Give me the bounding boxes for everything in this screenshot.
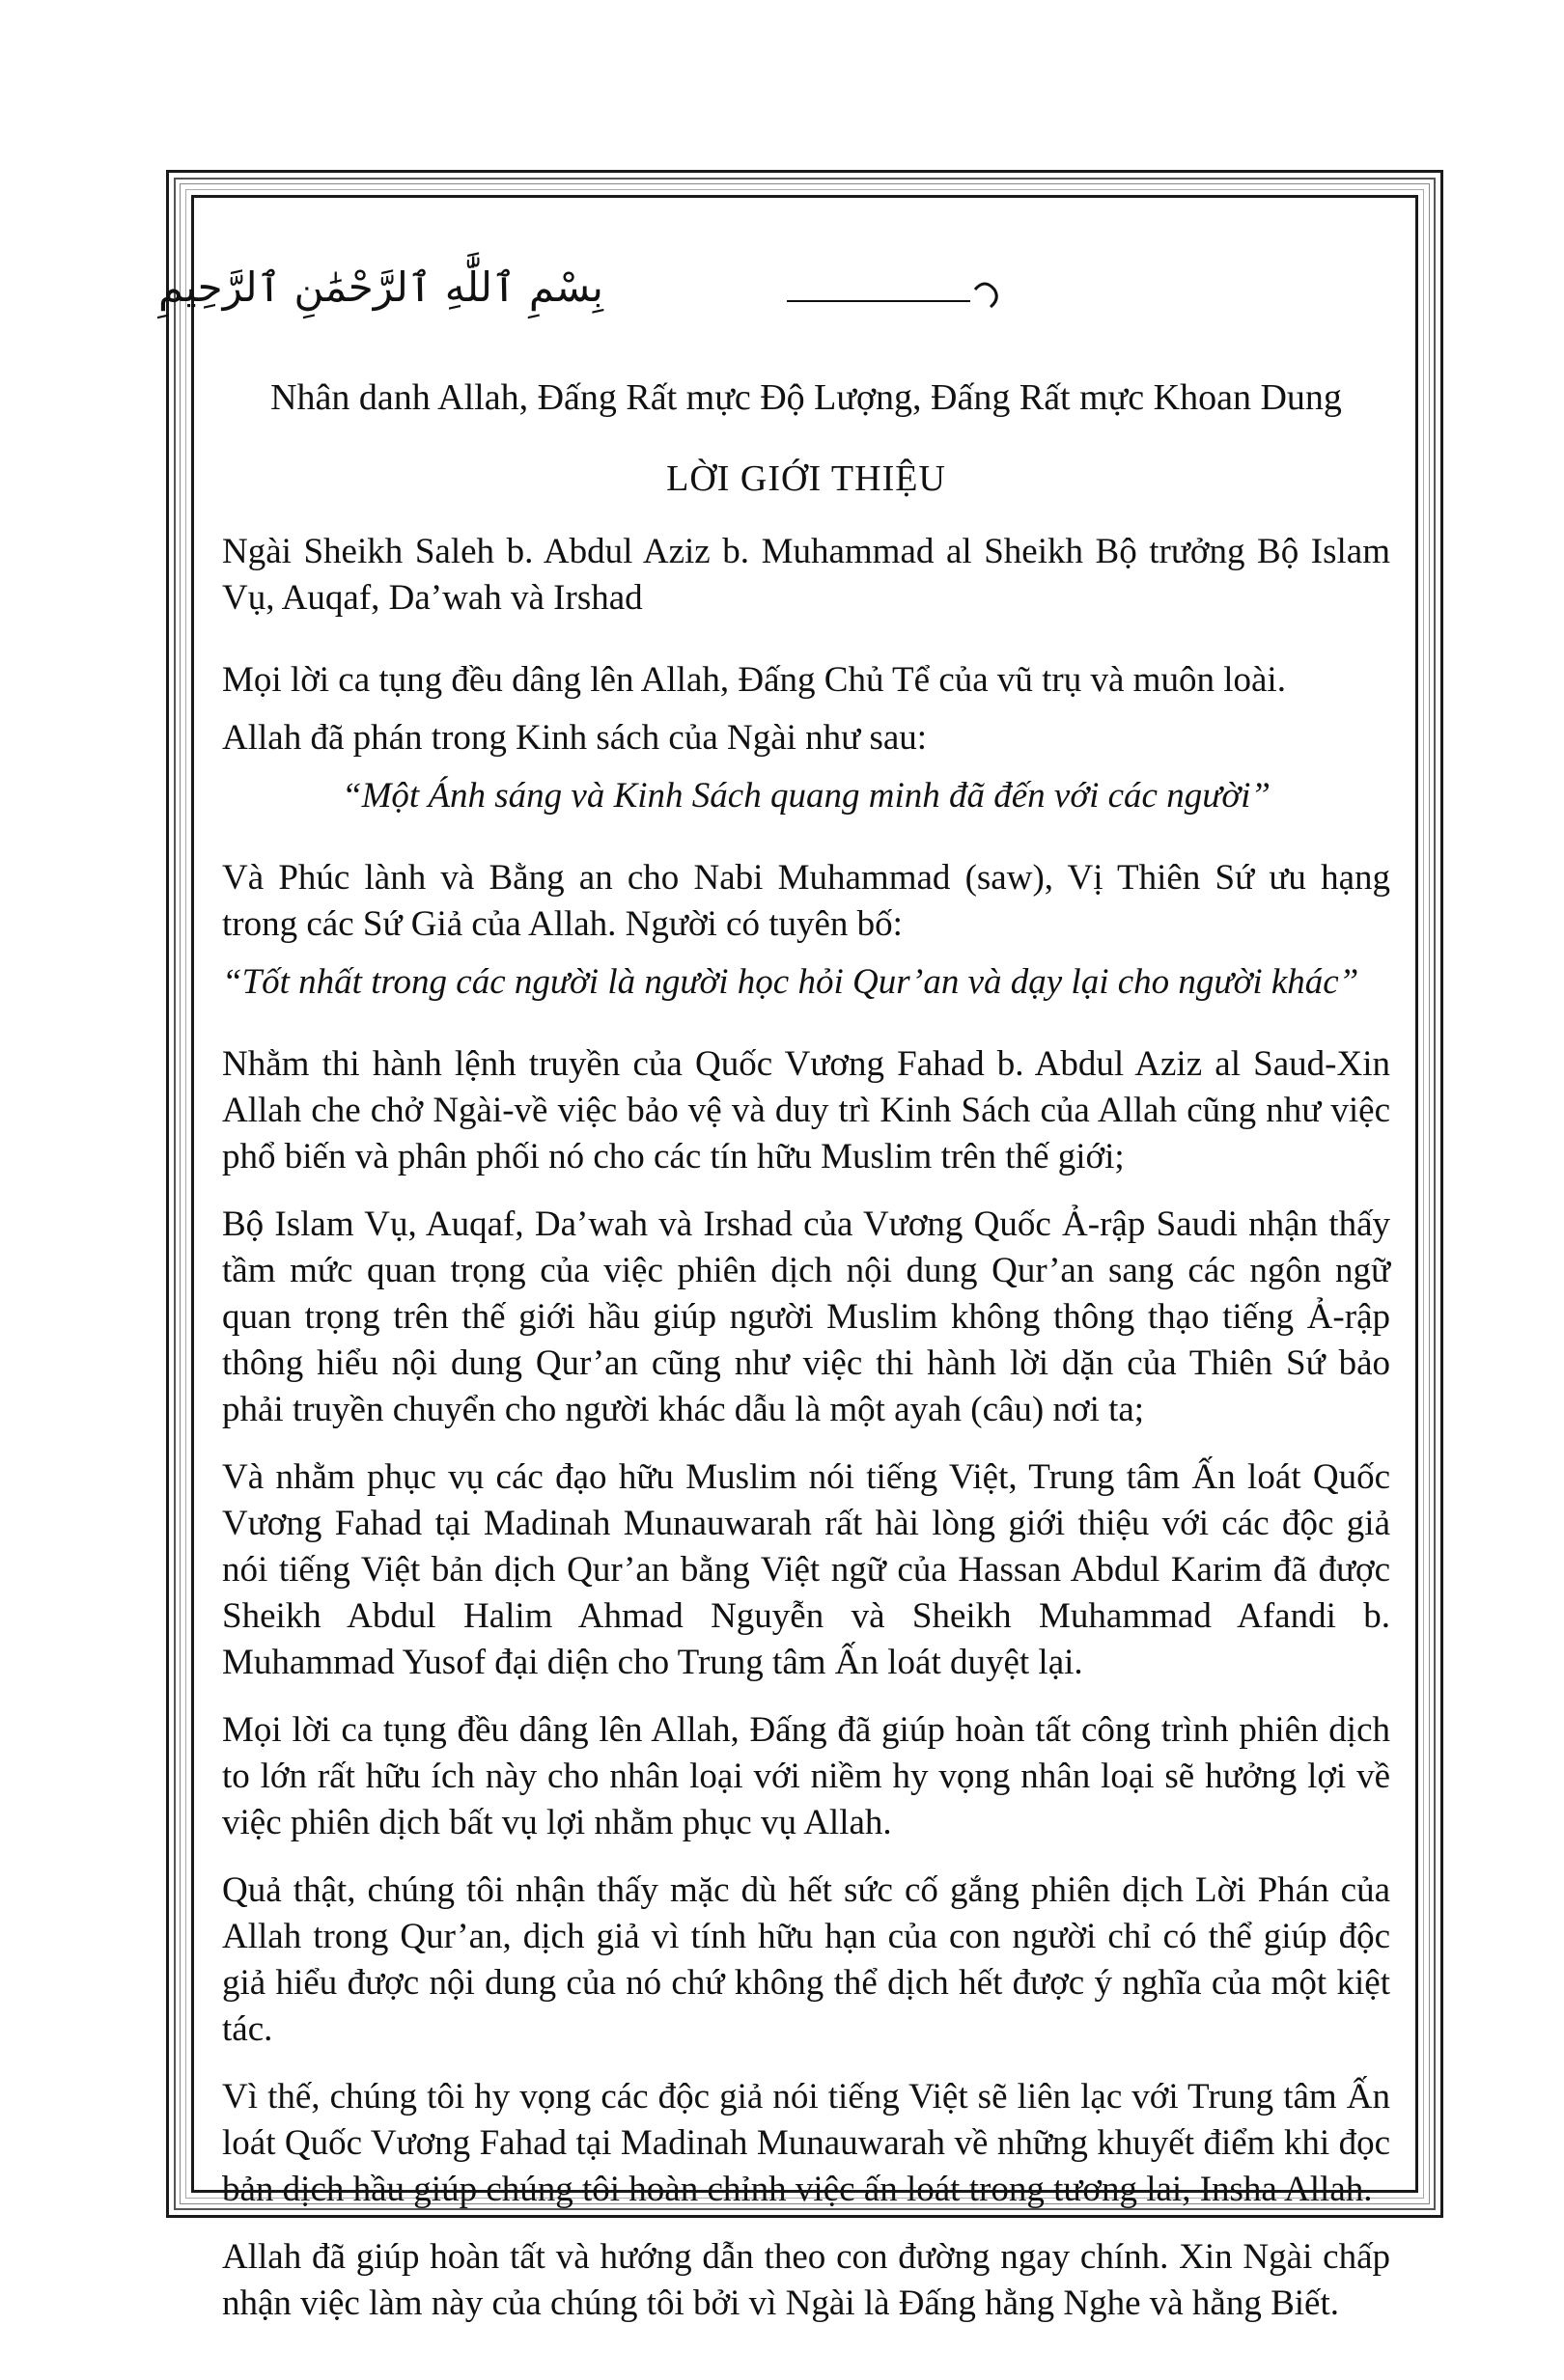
paragraph: Mọi lời ca tụng đều dâng lên Allah, Đấng đã giúp hoàn tất công trình phiên dịch to lớn rất hữu ích này cho nhân loại với niềm hy vọng nhân loại sẽ hưởng lợi về việc phiên dịch bất vụ lợi nhằm phục vụ Allah.: [222, 1709, 1390, 1842]
paragraph: Quả thật, chúng tôi nhận thấy mặc dù hết sức cố gắng phiên dịch Lời Phán của Allah trong Qur’an, dịch giả vì tính hữu hạn của con người chỉ có thể giúp độc giả hiểu được nội dung của nó chứ không thể dịch hết được ý nghĩa của một kiệt tác.: [222, 1869, 1390, 2049]
svg-text:بِسْمِ ٱللَّٰهِ ٱلرَّحْمَٰنِ ٱ: بِسْمِ ٱللَّٰهِ ٱلرَّحْمَٰنِ ٱلرَّحِيمِ: [158, 263, 603, 311]
quotation: “Một Ánh sáng và Kinh Sách quang minh đã đến với các người”: [342, 775, 1271, 816]
paragraph: Và Phúc lành và Bằng an cho Nabi Muhammad (saw), Vị Thiên Sứ ưu hạng trong các Sứ Giả của Allah. Người có tuyên bố:: [222, 857, 1390, 944]
paragraph: Allah đã giúp hoàn tất và hướng dẫn theo con đường ngay chính. Xin Ngài chấp nhận việc làm này của chúng tôi bởi vì Ngài là Đấng hằng Nghe và hằng Biết.: [222, 2236, 1390, 2323]
invocation: Nhân danh Allah, Đấng Rất mực Độ Lượng, Đấng Rất mực Khoan Dung: [270, 377, 1342, 418]
page-content: [158, 222, 1390, 2327]
bismillah-calligraphy-icon: [158, 251, 1047, 328]
paragraph: Và nhằm phục vụ các đạo hữu Muslim nói tiếng Việt, Trung tâm Ấn loát Quốc Vương Fahad tại Madinah Munauwarah rất hài lòng giới thiệu với các độc giả nói tiếng Việt bản dịch Qur’an bằng Việt ngữ của Hassan Abdul Karim đã được Sheikh Abdul Halim Ahmad Nguyễn và Sheikh Muhammad Afandi b. Muhammad Yusof đại diện cho Trung tâm Ấn loát duyệt lại.: [222, 1456, 1390, 1682]
paragraph: Vì thế, chúng tôi hy vọng các độc giả nói tiếng Việt sẽ liên lạc với Trung tâm Ấn loát Quốc Vương Fahad tại Madinah Munauwarah về những khuyết điểm khi đọc bản dịch hầu giúp chúng tôi hoàn chỉnh việc ấn loát trong tương lai, Insha Allah.: [222, 2076, 1390, 2209]
author-line: Ngài Sheikh Saleh b. Abdul Aziz b. Muhammad al Sheikh Bộ trưởng Bộ Islam Vụ, Auqaf, Da’wah và Irshad: [222, 531, 1390, 618]
paragraph: Allah đã phán trong Kinh sách của Ngài như sau:: [222, 717, 928, 758]
page-title: LỜI GIỚI THIỆU: [666, 457, 946, 499]
quotation: “Tốt nhất trong các người là người học hỏi Qur’an và dạy lại cho người khác”: [222, 961, 1359, 1002]
paragraph: Bộ Islam Vụ, Auqaf, Da’wah và Irshad của Vương Quốc Ả-rập Saudi nhận thấy tầm mức quan trọng của việc phiên dịch nội dung Qur’an sang các ngôn ngữ quan trọng trên thế giới hầu giúp người Muslim không thông thạo tiếng Ả-rập thông hiểu nội dung Qur’an cũng như việc thi hành lời dặn của Thiên Sứ bảo phải truyền chuyển cho người khác dẫu là một ayah (câu) nơi ta;: [222, 1204, 1390, 1429]
paragraph: Mọi lời ca tụng đều dâng lên Allah, Đấng Chủ Tể của vũ trụ và muôn loài.: [222, 659, 1286, 700]
paragraph: Nhằm thi hành lệnh truyền của Quốc Vương Fahad b. Abdul Aziz al Saud-Xin Allah che chở Ngài-về việc bảo vệ và duy trì Kinh Sách của Allah cũng như việc phổ biến và phân phối nó cho các tín hữu Muslim trên thế giới;: [222, 1043, 1390, 1176]
